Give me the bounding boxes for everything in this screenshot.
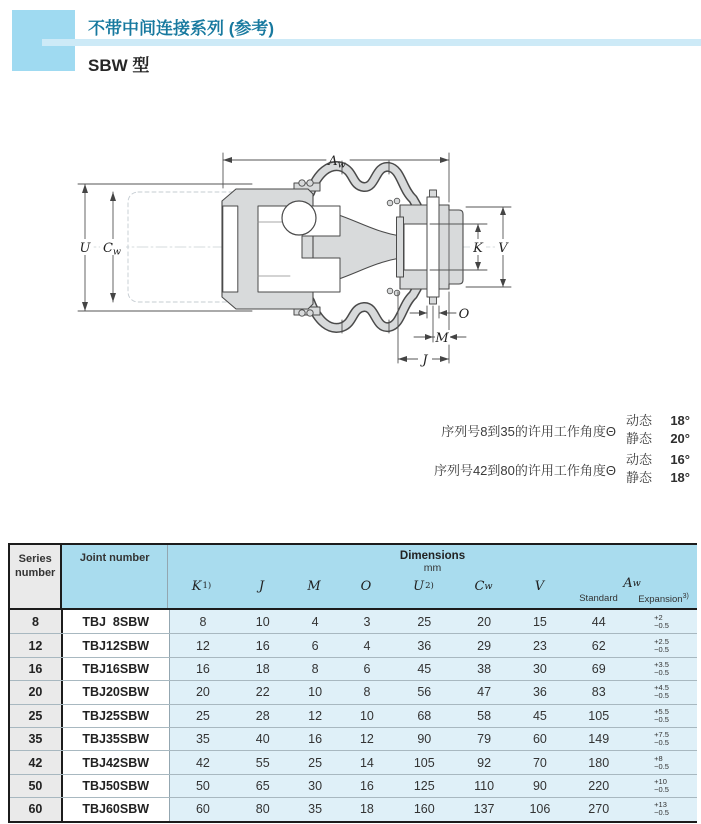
cw-value-cell: 20 (456, 610, 513, 633)
joint-number-cell: TBJ60SBW (63, 798, 170, 820)
u-value-cell: 105 (393, 751, 456, 773)
series-number-cell: 25 (10, 705, 63, 727)
col-u: U 2) (413, 578, 434, 594)
aw-expansion-cell (630, 634, 697, 656)
col-j: J (258, 578, 265, 594)
tolerance-value: +3.5 −0.5 (654, 659, 669, 677)
header-accent-band (42, 39, 701, 46)
tolerance-value: +10 −0.5 (654, 776, 669, 794)
aw-standard-cell: 149 (567, 728, 630, 750)
dimensions-table (8, 543, 697, 823)
angle-note-row (404, 412, 690, 448)
table-row (10, 657, 697, 680)
j-value-cell: 18 (236, 658, 289, 680)
angle-note-values: 动态 16° 静态 18° (626, 452, 690, 485)
working-angle-notes (404, 412, 690, 490)
angle-note-label: 序列号8到35的许用工作角度Θ (441, 423, 616, 439)
o-value-cell: 4 (341, 634, 393, 656)
column-header-dimensions (168, 545, 697, 608)
k-value-cell: 8 (170, 610, 237, 633)
series-number-cell: 12 (10, 634, 63, 656)
col-aw-standard: Standard (579, 592, 618, 604)
tolerance-value: +13 −0.5 (654, 800, 669, 818)
u-value-cell: 68 (393, 705, 456, 727)
model-title: SBW 型 (88, 56, 150, 75)
joint-number-cell: TBJ35SBW (63, 728, 170, 750)
series-number-cell: 42 (10, 751, 63, 773)
label-u: U (79, 241, 91, 256)
joint-number-cell: TBJ12SBW (63, 634, 170, 656)
v-value-cell: 30 (513, 658, 568, 680)
m-value-cell: 30 (289, 775, 341, 797)
col-m: M (307, 578, 321, 594)
label-cw: Cw (102, 241, 122, 258)
u-value-cell: 90 (393, 728, 456, 750)
v-value-cell: 36 (513, 681, 568, 703)
aw-subcolumns (567, 593, 697, 608)
aw-standard-cell: 105 (567, 705, 630, 727)
o-value-cell: 16 (341, 775, 393, 797)
v-value-cell: 70 (513, 751, 568, 773)
yoke-left-bore (223, 206, 238, 292)
table-row (10, 680, 697, 703)
col-aw: A w (623, 575, 641, 591)
o-value-cell: 10 (341, 705, 393, 727)
dimension-letter-row (168, 574, 697, 608)
bellows-boot-upper (310, 161, 417, 206)
m-value-cell: 16 (289, 728, 341, 750)
joint-number-cell: TBJ20SBW (63, 681, 170, 703)
label-m: M (435, 331, 449, 346)
k-value-cell: 12 (170, 634, 237, 656)
j-value-cell: 28 (236, 705, 289, 727)
o-value-cell: 6 (341, 658, 393, 680)
m-value-cell: 10 (289, 681, 341, 703)
aw-standard-cell: 180 (567, 751, 630, 773)
aw-expansion-cell (630, 658, 697, 680)
j-value-cell: 22 (236, 681, 289, 703)
k-value-cell: 42 (170, 751, 237, 773)
series-number-cell: 50 (10, 775, 63, 797)
page-title: 不带中间连接系列 (参考) (88, 19, 275, 38)
aw-standard-cell: 62 (567, 634, 630, 656)
cw-value-cell: 79 (456, 728, 513, 750)
u-value-cell: 25 (393, 610, 456, 633)
aw-expansion-cell (630, 610, 697, 633)
j-value-cell: 65 (236, 775, 289, 797)
o-value-cell: 12 (341, 728, 393, 750)
m-value-cell: 25 (289, 751, 341, 773)
angle-note-label: 序列号42到80的许用工作角度Θ (433, 462, 616, 478)
table-row (10, 727, 697, 750)
aw-expansion-cell (630, 705, 697, 727)
k-value-cell: 20 (170, 681, 237, 703)
table-row (10, 750, 697, 773)
aw-expansion-cell (630, 751, 697, 773)
cw-value-cell: 29 (456, 634, 513, 656)
table-row (10, 797, 697, 820)
series-number-cell: 20 (10, 681, 63, 703)
aw-standard-cell: 220 (567, 775, 630, 797)
bellows-boot-lower (310, 288, 417, 333)
series-number-cell: 8 (10, 610, 63, 633)
u-value-cell: 36 (393, 634, 456, 656)
table-row (10, 610, 697, 633)
label-v: V (498, 241, 508, 256)
aw-standard-cell: 83 (567, 681, 630, 703)
series-number-cell: 35 (10, 728, 63, 750)
k-value-cell: 60 (170, 798, 237, 820)
col-k: K 1) (191, 578, 212, 594)
table-row (10, 704, 697, 727)
col-cw: C w (474, 578, 493, 594)
aw-expansion-cell (630, 798, 697, 820)
sleeve-body (387, 190, 463, 304)
v-value-cell: 15 (513, 610, 568, 633)
m-value-cell: 4 (289, 610, 341, 633)
label-k: K (473, 241, 483, 256)
k-value-cell: 35 (170, 728, 237, 750)
u-value-cell: 125 (393, 775, 456, 797)
v-value-cell: 45 (513, 705, 568, 727)
v-value-cell: 90 (513, 775, 568, 797)
label-j: J (422, 353, 428, 368)
m-value-cell: 6 (289, 634, 341, 656)
tolerance-value: +2 −0.5 (654, 612, 669, 630)
dimensions-unit: mm (423, 562, 442, 574)
tolerance-value: +2.5 −0.5 (654, 636, 669, 654)
u-value-cell: 45 (393, 658, 456, 680)
table-row (10, 633, 697, 656)
tolerance-value: +7.5 −0.5 (654, 730, 669, 748)
tolerance-value: +8 −0.5 (654, 753, 669, 771)
series-number-cell: 60 (10, 798, 63, 820)
cw-value-cell: 137 (456, 798, 513, 820)
series-number-cell: 16 (10, 658, 63, 680)
o-value-cell: 14 (341, 751, 393, 773)
joint-number-cell: TBJ42SBW (63, 751, 170, 773)
aw-expansion-cell (630, 728, 697, 750)
m-value-cell: 8 (289, 658, 341, 680)
j-value-cell: 16 (236, 634, 289, 656)
dimensions-title: Dimensions (399, 550, 466, 562)
clamp-band (427, 197, 439, 297)
aw-standard-cell: 69 (567, 658, 630, 680)
column-header-joint-number: Joint number (62, 545, 168, 608)
j-value-cell: 10 (236, 610, 289, 633)
v-value-cell: 106 (513, 798, 568, 820)
v-value-cell: 23 (513, 634, 568, 656)
m-value-cell: 12 (289, 705, 341, 727)
table-body (10, 610, 697, 821)
j-value-cell: 40 (236, 728, 289, 750)
o-value-cell: 18 (341, 798, 393, 820)
column-header-series-number: Series number (10, 545, 62, 608)
o-value-cell: 3 (341, 610, 393, 633)
aw-standard-cell: 270 (567, 798, 630, 820)
label-aw: Aw (328, 154, 346, 171)
cw-value-cell: 47 (456, 681, 513, 703)
joint-number-cell: TBJ 8SBW (63, 610, 170, 633)
table-header (10, 545, 697, 610)
v-value-cell: 60 (513, 728, 568, 750)
joint-number-cell: TBJ25SBW (63, 705, 170, 727)
label-o: O (458, 307, 470, 322)
tolerance-value: +4.5 −0.5 (654, 683, 669, 701)
cw-value-cell: 58 (456, 705, 513, 727)
cw-value-cell: 110 (456, 775, 513, 797)
u-value-cell: 160 (393, 798, 456, 820)
o-value-cell: 8 (341, 681, 393, 703)
cw-value-cell: 38 (456, 658, 513, 680)
col-o: O (360, 578, 372, 594)
k-value-cell: 16 (170, 658, 237, 680)
joint-number-cell: TBJ16SBW (63, 658, 170, 680)
col-aw-expansion: Expansion$^{3)}$ (638, 592, 689, 605)
m-value-cell: 35 (289, 798, 341, 820)
col-aw-group (567, 574, 697, 608)
k-value-cell: 25 (170, 705, 237, 727)
aw-standard-cell: 44 (567, 610, 630, 633)
ball-joint (282, 201, 316, 235)
angle-note-values: 动态 18° 静态 20° (626, 413, 690, 446)
table-row (10, 774, 697, 797)
j-value-cell: 55 (236, 751, 289, 773)
j-value-cell: 80 (236, 798, 289, 820)
aw-expansion-cell (630, 775, 697, 797)
aw-expansion-cell (630, 681, 697, 703)
joint-number-cell: TBJ50SBW (63, 775, 170, 797)
col-v: V (534, 578, 545, 594)
tolerance-value: +5.5 −0.5 (654, 706, 669, 724)
sleeve-bore (404, 224, 427, 270)
k-value-cell: 50 (170, 775, 237, 797)
cw-value-cell: 92 (456, 751, 513, 773)
u-value-cell: 56 (393, 681, 456, 703)
angle-note-row (404, 451, 690, 487)
